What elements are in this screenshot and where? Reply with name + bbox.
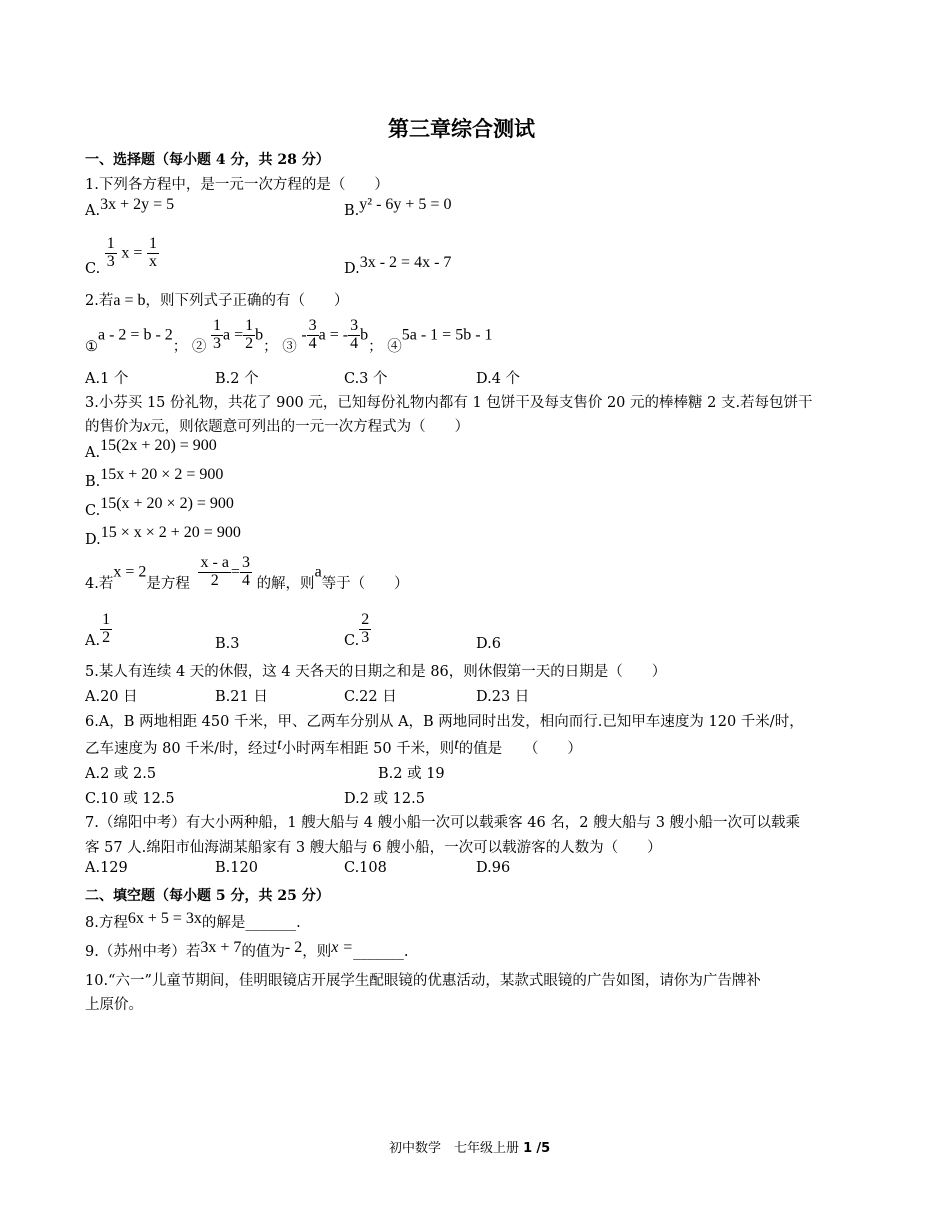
- question-2-conditions: ①a - 2 = b - 2； ② $\frac{1}{3}$ a = $\frac{1}{2}$ b； ③ - $\frac{3}{4}$ a = - $\frac{3}{4}$ b； ④5a - 1 = 5b - 1: [85, 317, 493, 356]
- question-4-option-b: B.3: [215, 636, 240, 652]
- question-3-stem-line1: 3.小芬买 15 份礼物，共花了 900 元，已知每份礼物内都有 1 包饼干及每支售价 20 元的棒棒糖 2 支.若每包饼干: [85, 395, 813, 411]
- question-6-option-c: C.10 或 12.5: [85, 791, 175, 807]
- question-2-option-d: D.4 个: [476, 371, 521, 387]
- question-7-option-a: A.129: [85, 860, 128, 876]
- question-6-option-a: A.2 或 2.5: [85, 766, 157, 782]
- question-2-option-c: C.3 个: [344, 371, 388, 387]
- question-4-option-a: A. $\frac{1}{2}$: [85, 611, 111, 650]
- question-3-option-d: D.15 × x × 2 + 20 = 900: [85, 524, 241, 548]
- page-title: 第三章综合测试: [388, 116, 535, 141]
- question-7-option-b: B.120: [215, 860, 258, 876]
- question-4-option-c: C. $\frac{2}{3}$: [344, 611, 370, 650]
- question-6-stem-line1: 6.A，B 两地相距 450 千米，甲、乙两车分别从 A，B 两地同时出发，相向而行.已知甲车速度为 120 千米/时，: [85, 714, 804, 730]
- section-heading-fill: 二、填空题（每小题 5 分，共 25 分）: [85, 888, 330, 904]
- question-7-option-c: C.108: [344, 860, 387, 876]
- question-9: 9.（苏州中考）若3x + 7的值为- 2，则x =_______.: [85, 939, 409, 960]
- question-8: 8.方程6x + 5 = 3x的解是_______.: [85, 910, 301, 931]
- question-6-option-b: B.2 或 19: [378, 766, 445, 782]
- question-7-option-d: D.96: [476, 860, 511, 876]
- question-3-stem-line2: 的售价为x元，则依题意可列出的一元一次方程式为（ ）: [85, 418, 470, 435]
- question-7-stem-line1: 7.（绵阳中考）有大小两种船，1 艘大船与 4 艘小船一次可以载乘客 46 名，2 艘大船与 3 艘小船一次可以载乘: [85, 815, 801, 831]
- footer-text: 初中数学 七年级上册: [389, 1141, 520, 1156]
- question-4-stem: 4.若x = 2是方程 $\frac{x - a}{2}$ = $\frac{3}{4}$ 的解，则a等于（ ）: [85, 554, 409, 593]
- question-5-option-b: B.21 日: [215, 689, 268, 705]
- question-6-stem-line2: 乙车速度为 80 千米/时，经过t小时两车相距 50 千米，则t的值是 （ ）: [85, 736, 582, 757]
- question-1-stem: 1.下列各方程中，是一元一次方程的是（ ）: [85, 177, 389, 193]
- page-separator: /: [536, 1141, 542, 1156]
- page-number: 1: [523, 1141, 533, 1156]
- question-6-option-d: D.2 或 12.5: [344, 791, 425, 807]
- question-5-option-a: A.20 日: [85, 689, 138, 705]
- question-5-option-c: C.22 日: [344, 689, 397, 705]
- page-footer: [389, 1137, 550, 1156]
- question-1-option-d: D.3x - 2 = 4x - 7: [344, 254, 452, 277]
- question-3-option-c: C.15(x + 20 × 2) = 900: [85, 495, 234, 519]
- question-7-stem-line2: 客 57 人.绵阳市仙海湖某船家有 3 艘大船与 6 艘小船，一次可以载游客的人数为（ ）: [85, 840, 662, 856]
- question-1-option-c: C. $\frac{1}{3}$ x = $\frac{1}{x}$: [85, 235, 158, 278]
- question-1-option-a: A.3x + 2y = 5: [85, 196, 175, 219]
- question-10-stem-line1: 10.“六一”儿童节期间，佳明眼镜店开展学生配眼镜的优惠活动，某款式眼镜的广告如图，请你为广告牌补: [85, 973, 761, 989]
- question-2-stem: 2.若a = b，则下列式子正确的有（ ）: [85, 292, 349, 309]
- question-3-option-a: A.15(2x + 20) = 900: [85, 437, 217, 461]
- question-5-option-d: D.23 日: [476, 689, 530, 705]
- section-heading-choice: 一、选择题（每小题 4 分，共 28 分）: [85, 152, 330, 168]
- question-10-stem-line2: 上原价。: [85, 997, 143, 1013]
- question-5-stem: 5.某人有连续 4 天的休假，这 4 天各天的日期之和是 86，则休假第一天的日期是（ ）: [85, 664, 667, 680]
- page-total: 5: [541, 1141, 551, 1156]
- question-1-option-b: B.y² - 6y + 5 = 0: [344, 196, 452, 219]
- question-2-option-b: B.2 个: [215, 371, 259, 387]
- question-3-option-b: B.15x + 20 × 2 = 900: [85, 466, 224, 490]
- question-4-option-d: D.6: [476, 636, 501, 652]
- question-2-option-a: A.1 个: [85, 371, 129, 387]
